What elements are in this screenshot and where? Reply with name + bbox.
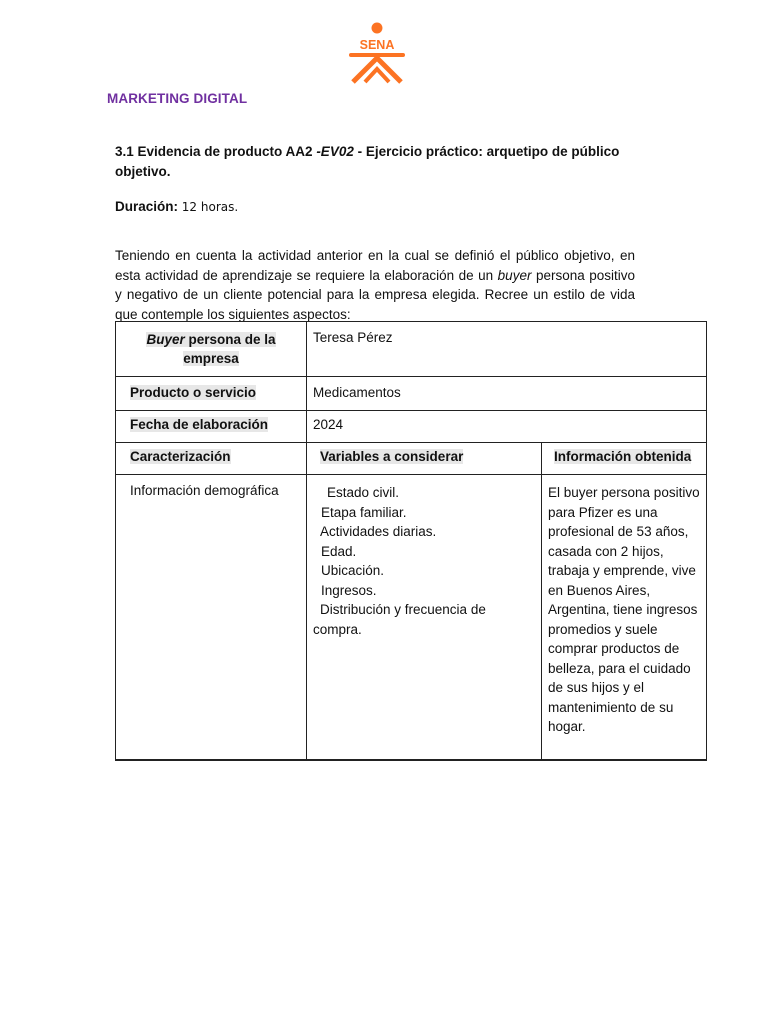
svg-text:SENA: SENA xyxy=(359,38,395,52)
info-cell xyxy=(542,475,707,761)
variable-item: Distribución y frecuencia de compra. xyxy=(313,602,486,637)
variables-cell xyxy=(307,475,542,761)
table-row xyxy=(116,322,707,377)
buyer-persona-table xyxy=(115,321,707,761)
intro-part1: Teniendo en cuenta la actividad anterior en la cual se definió el público objetivo, en esta actividad de aprendizaje se requiere la elaboración de un xyxy=(115,248,635,283)
table-header-row xyxy=(116,443,707,475)
heading-prefix: 3.1 Evidencia de producto AA2 xyxy=(115,144,317,159)
sena-logo xyxy=(346,22,408,84)
header-informacion-cell xyxy=(542,443,707,475)
product-label: Producto o servicio xyxy=(130,385,257,400)
intro-italic: buyer xyxy=(497,267,532,283)
intro-paragraph xyxy=(115,246,635,324)
header-caracterizacion: Caracterización xyxy=(130,449,231,464)
table-row xyxy=(116,377,707,411)
header-variables: Variables a considerar xyxy=(320,449,464,464)
product-value: Medicamentos xyxy=(313,385,401,400)
duration-label: Duración: xyxy=(115,199,179,214)
intro-part2: persona positivo y negativo de un cliente potencial para la empresa elegida. Recree un estilo de vida que contemple los siguientes aspectos: xyxy=(115,267,635,322)
variable-item: Ingresos. xyxy=(321,582,377,598)
variable-item: Ubicación. xyxy=(321,563,385,578)
row-label: Información demográfica xyxy=(130,483,279,498)
date-label: Fecha de elaboración xyxy=(130,417,269,432)
activity-heading xyxy=(115,142,655,182)
date-label-cell xyxy=(116,411,307,443)
info-text: El buyer persona positivo para Pfizer es una profesional de 53 años, casada con 2 hijos, trabaja y emprende, vive en Buenos Aires, Argentina, tiene ingresos promedios y suele comprar productos de belleza, para el cuidado de sus hijos y el mantenimiento de su hogar. xyxy=(548,485,700,734)
duration xyxy=(115,199,238,214)
row-label-cell xyxy=(116,475,307,761)
product-value-cell xyxy=(307,377,707,411)
product-label-cell xyxy=(116,377,307,411)
variable-item: Actividades diarias. xyxy=(320,524,437,539)
duration-value: 12 horas. xyxy=(181,200,239,214)
buyer-label-rest: persona de la empresa xyxy=(183,332,276,366)
buyer-value: Teresa Pérez xyxy=(313,330,393,345)
variable-item: Etapa familiar. xyxy=(321,504,407,520)
heading-code: -EV02 xyxy=(316,144,354,159)
variable-item: Estado civil. xyxy=(327,485,400,500)
variable-item: Edad. xyxy=(321,543,357,559)
table-row xyxy=(116,475,707,761)
heading-suffix: - Ejercicio práctico: arquetipo de público objetivo. xyxy=(115,144,620,179)
buyer-label xyxy=(146,332,275,366)
date-value: 2024 xyxy=(313,417,344,432)
date-value-cell xyxy=(307,411,707,443)
section-title: MARKETING DIGITAL xyxy=(107,91,248,106)
header-caracterizacion-cell xyxy=(116,443,307,475)
buyer-label-cell xyxy=(116,322,307,377)
table-row xyxy=(116,411,707,443)
header-informacion: Información obtenida xyxy=(554,449,692,464)
header-variables-cell xyxy=(307,443,542,475)
buyer-value-cell xyxy=(307,322,707,377)
buyer-label-italic: Buyer xyxy=(146,332,185,347)
